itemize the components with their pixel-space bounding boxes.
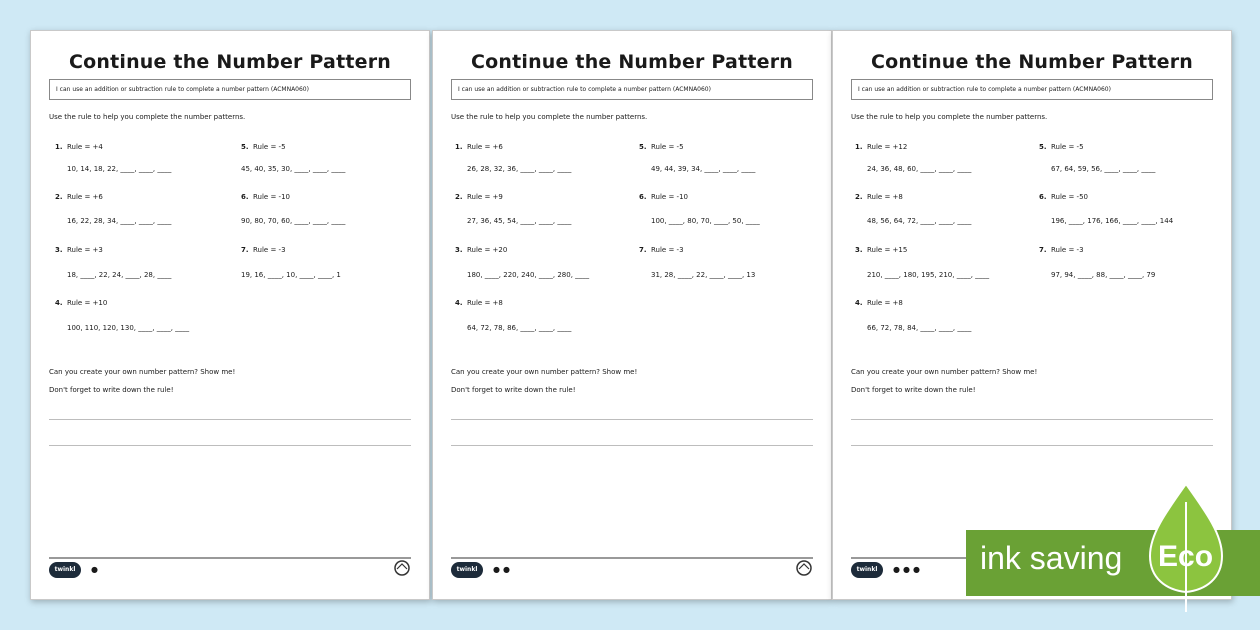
question-number: 5. <box>241 143 249 151</box>
footer-divider <box>451 557 813 559</box>
instruction: Use the rule to help you complete the number patterns. <box>451 113 648 121</box>
question-sequence: 49, 44, 39, 34, ____, ____, ____ <box>651 165 756 173</box>
worksheet-page-2 <box>432 30 832 600</box>
question-sequence: 24, 36, 48, 60, ____, ____, ____ <box>867 165 972 173</box>
question-rule: Rule = +20 <box>467 246 508 254</box>
closing-question: Can you create your own number pattern? Show me! <box>851 368 1038 376</box>
badge-icon <box>795 559 813 577</box>
question-number: 4. <box>855 299 863 307</box>
learning-objective: I can use an addition or subtraction rule to complete a number pattern (ACMNA060) <box>851 79 1213 100</box>
question-number: 6. <box>639 193 647 201</box>
question-rule: Rule = +3 <box>67 246 103 254</box>
question-sequence: 10, 14, 18, 22, ____, ____, ____ <box>67 165 172 173</box>
question-number: 7. <box>639 246 647 254</box>
writing-line <box>451 445 813 446</box>
question-number: 5. <box>639 143 647 151</box>
worksheet-page-1 <box>30 30 430 600</box>
question-rule: Rule = +10 <box>67 299 108 307</box>
question-sequence: 90, 80, 70, 60, ____, ____, ____ <box>241 217 346 225</box>
closing-question: Can you create your own number pattern? Show me! <box>49 368 236 376</box>
learning-objective: I can use an addition or subtraction rule to complete a number pattern (ACMNA060) <box>451 79 813 100</box>
page-title: Continue the Number Pattern <box>470 51 794 73</box>
question-sequence: 31, 28, ____, 22, ____, ____, 13 <box>651 271 756 279</box>
question-rule: Rule = +4 <box>67 143 103 151</box>
ink-saving-text: ink saving <box>980 540 1123 576</box>
question-rule: Rule = +8 <box>467 299 503 307</box>
question-rule: Rule = +6 <box>467 143 503 151</box>
question-sequence: 64, 72, 78, 86, ____, ____, ____ <box>467 324 572 332</box>
question-rule: Rule = -10 <box>253 193 290 201</box>
page-title: Continue the Number Pattern <box>870 51 1194 73</box>
writing-line <box>49 419 411 420</box>
instruction: Use the rule to help you complete the number patterns. <box>49 113 246 121</box>
question-sequence: 67, 64, 59, 56, ____, ____, ____ <box>1051 165 1156 173</box>
question-sequence: 26, 28, 32, 36, ____, ____, ____ <box>467 165 572 173</box>
question-number: 1. <box>455 143 463 151</box>
eco-label: Eco <box>1158 540 1214 573</box>
question-sequence: 180, ____, 220, 240, ____, 280, ____ <box>467 271 590 279</box>
question-sequence: 100, 110, 120, 130, ____, ____, ____ <box>67 324 190 332</box>
question-rule: Rule = +8 <box>867 193 903 201</box>
question-number: 2. <box>55 193 63 201</box>
question-number: 3. <box>55 246 63 254</box>
closing-reminder: Don't forget to write down the rule! <box>49 386 174 394</box>
closing-reminder: Don't forget to write down the rule! <box>451 386 576 394</box>
page-title: Continue the Number Pattern <box>68 51 392 73</box>
difficulty-dots: ●● <box>493 565 513 574</box>
twinkl-logo: twinkl <box>851 562 883 578</box>
question-sequence: 27, 36, 45, 54, ____, ____, ____ <box>467 217 572 225</box>
question-rule: Rule = -3 <box>651 246 684 254</box>
writing-line <box>451 419 813 420</box>
question-rule: Rule = +8 <box>867 299 903 307</box>
question-rule: Rule = -5 <box>651 143 684 151</box>
learning-objective: I can use an addition or subtraction rule to complete a number pattern (ACMNA060) <box>49 79 411 100</box>
instruction: Use the rule to help you complete the number patterns. <box>851 113 1048 121</box>
question-sequence: 45, 40, 35, 30, ____, ____, ____ <box>241 165 346 173</box>
question-sequence: 66, 72, 78, 84, ____, ____, ____ <box>867 324 972 332</box>
question-number: 6. <box>241 193 249 201</box>
question-number: 3. <box>855 246 863 254</box>
question-rule: Rule = -10 <box>651 193 688 201</box>
question-sequence: 48, 56, 64, 72, ____, ____, ____ <box>867 217 972 225</box>
question-rule: Rule = +9 <box>467 193 503 201</box>
question-rule: Rule = +6 <box>67 193 103 201</box>
question-number: 2. <box>455 193 463 201</box>
question-number: 7. <box>1039 246 1047 254</box>
question-number: 1. <box>55 143 63 151</box>
question-rule: Rule = -5 <box>253 143 286 151</box>
question-number: 2. <box>855 193 863 201</box>
difficulty-dots: ● <box>91 565 101 574</box>
question-sequence: 19, 16, ____, 10, ____, ____, 1 <box>241 271 341 279</box>
question-sequence: 16, 22, 28, 34, ____, ____, ____ <box>67 217 172 225</box>
badge-icon <box>393 559 411 577</box>
question-number: 5. <box>1039 143 1047 151</box>
question-rule: Rule = +15 <box>867 246 908 254</box>
question-number: 4. <box>55 299 63 307</box>
question-number: 3. <box>455 246 463 254</box>
question-number: 7. <box>241 246 249 254</box>
twinkl-logo: twinkl <box>49 562 81 578</box>
question-rule: Rule = -50 <box>1051 193 1088 201</box>
difficulty-dots: ●●● <box>893 565 923 574</box>
closing-question: Can you create your own number pattern? Show me! <box>451 368 638 376</box>
question-rule: Rule = +12 <box>867 143 908 151</box>
question-rule: Rule = -5 <box>1051 143 1084 151</box>
question-sequence: 18, ____, 22, 24, ____, 28, ____ <box>67 271 172 279</box>
question-rule: Rule = -3 <box>1051 246 1084 254</box>
writing-line <box>851 419 1213 420</box>
footer-divider <box>49 557 411 559</box>
question-sequence: 97, 94, ____, 88, ____, ____, 79 <box>1051 271 1156 279</box>
twinkl-logo: twinkl <box>451 562 483 578</box>
question-sequence: 100, ____, 80, 70, ____, 50, ____ <box>651 217 760 225</box>
question-sequence: 196, ____, 176, 166, ____, ____, 144 <box>1051 217 1174 225</box>
writing-line <box>49 445 411 446</box>
closing-reminder: Don't forget to write down the rule! <box>851 386 976 394</box>
question-sequence: 210, ____, 180, 195, 210, ____, ____ <box>867 271 990 279</box>
question-number: 4. <box>455 299 463 307</box>
writing-line <box>851 445 1213 446</box>
question-rule: Rule = -3 <box>253 246 286 254</box>
question-number: 6. <box>1039 193 1047 201</box>
question-number: 1. <box>855 143 863 151</box>
